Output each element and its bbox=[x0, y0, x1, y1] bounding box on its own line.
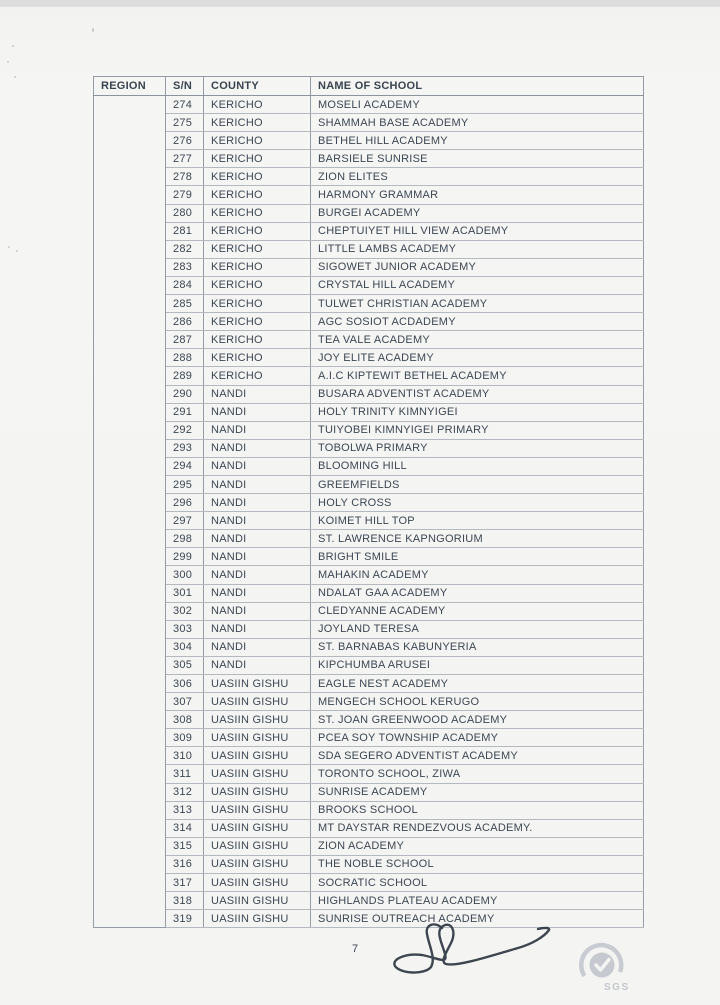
county-cell: UASIIN GISHU bbox=[204, 783, 311, 801]
table-row bbox=[94, 494, 644, 512]
scan-artifact bbox=[12, 45, 14, 47]
school-name-cell: GREEMFIELDS bbox=[311, 475, 644, 493]
table-row bbox=[94, 693, 644, 711]
school-name-cell: BURGEI ACADEMY bbox=[311, 204, 644, 222]
school-name-cell: SDA SEGERO ADVENTIST ACADEMY bbox=[311, 747, 644, 765]
table-row bbox=[94, 258, 644, 276]
county-cell: KERICHO bbox=[204, 349, 311, 367]
county-cell: NANDI bbox=[204, 457, 311, 475]
table-row bbox=[94, 765, 644, 783]
sn-cell: 292 bbox=[166, 421, 204, 439]
county-cell: NANDI bbox=[204, 566, 311, 584]
county-cell: NANDI bbox=[204, 656, 311, 674]
county-cell: UASIIN GISHU bbox=[204, 837, 311, 855]
scan-edge-band bbox=[0, 0, 720, 7]
sn-cell: 307 bbox=[166, 693, 204, 711]
sn-cell: 314 bbox=[166, 819, 204, 837]
sn-cell: 282 bbox=[166, 240, 204, 258]
sgs-certification-seal bbox=[576, 940, 646, 1000]
county-cell: UASIIN GISHU bbox=[204, 855, 311, 873]
school-name-cell: PCEA SOY TOWNSHIP ACADEMY bbox=[311, 729, 644, 747]
table-row bbox=[94, 512, 644, 530]
sn-cell: 289 bbox=[166, 367, 204, 385]
sn-cell: 295 bbox=[166, 475, 204, 493]
scan-artifact bbox=[14, 76, 16, 78]
school-name-cell: MAHAKIN ACADEMY bbox=[311, 566, 644, 584]
school-name-cell: BROOKS SCHOOL bbox=[311, 801, 644, 819]
county-cell: NANDI bbox=[204, 494, 311, 512]
county-cell: KERICHO bbox=[204, 96, 311, 114]
school-name-cell: ST. LAWRENCE KAPNGORIUM bbox=[311, 530, 644, 548]
county-cell: KERICHO bbox=[204, 295, 311, 313]
county-cell: UASIIN GISHU bbox=[204, 874, 311, 892]
school-name-cell: ST. JOAN GREENWOOD ACADEMY bbox=[311, 711, 644, 729]
school-name-cell: ZION ACADEMY bbox=[311, 837, 644, 855]
school-name-cell: TULWET CHRISTIAN ACADEMY bbox=[311, 295, 644, 313]
county-cell: KERICHO bbox=[204, 186, 311, 204]
sn-cell: 296 bbox=[166, 494, 204, 512]
school-name-cell: HARMONY GRAMMAR bbox=[311, 186, 644, 204]
county-cell: UASIIN GISHU bbox=[204, 711, 311, 729]
county-cell: UASIIN GISHU bbox=[204, 729, 311, 747]
county-cell: NANDI bbox=[204, 475, 311, 493]
header-county: COUNTY bbox=[204, 77, 311, 96]
table-row bbox=[94, 132, 644, 150]
sn-cell: 300 bbox=[166, 566, 204, 584]
school-name-cell: SOCRATIC SCHOOL bbox=[311, 874, 644, 892]
county-cell: KERICHO bbox=[204, 168, 311, 186]
table-row bbox=[94, 729, 644, 747]
sgs-seal-label: SGS bbox=[604, 982, 630, 993]
sn-cell: 281 bbox=[166, 222, 204, 240]
county-cell: NANDI bbox=[204, 385, 311, 403]
table-row bbox=[94, 783, 644, 801]
school-name-cell: KOIMET HILL TOP bbox=[311, 512, 644, 530]
school-name-cell: THE NOBLE SCHOOL bbox=[311, 855, 644, 873]
school-name-cell: TORONTO SCHOOL, ZIWA bbox=[311, 765, 644, 783]
county-cell: UASIIN GISHU bbox=[204, 747, 311, 765]
table-row bbox=[94, 313, 644, 331]
sn-cell: 316 bbox=[166, 855, 204, 873]
school-name-cell: ST. BARNABAS KABUNYERIA bbox=[311, 638, 644, 656]
sn-cell: 299 bbox=[166, 548, 204, 566]
table-row bbox=[94, 530, 644, 548]
sn-cell: 287 bbox=[166, 331, 204, 349]
table-row bbox=[94, 874, 644, 892]
county-cell: UASIIN GISHU bbox=[204, 910, 311, 928]
sn-cell: 286 bbox=[166, 313, 204, 331]
sn-cell: 302 bbox=[166, 602, 204, 620]
school-name-cell: MOSELI ACADEMY bbox=[311, 96, 644, 114]
table-row bbox=[94, 204, 644, 222]
table-row bbox=[94, 837, 644, 855]
table-row bbox=[94, 150, 644, 168]
sn-cell: 275 bbox=[166, 114, 204, 132]
sn-cell: 285 bbox=[166, 295, 204, 313]
table-row bbox=[94, 855, 644, 873]
county-cell: UASIIN GISHU bbox=[204, 693, 311, 711]
table-row bbox=[94, 96, 644, 114]
county-cell: KERICHO bbox=[204, 367, 311, 385]
county-cell: NANDI bbox=[204, 512, 311, 530]
sn-cell: 309 bbox=[166, 729, 204, 747]
table-row bbox=[94, 421, 644, 439]
county-cell: UASIIN GISHU bbox=[204, 675, 311, 693]
school-name-cell: CHEPTUIYET HILL VIEW ACADEMY bbox=[311, 222, 644, 240]
school-name-cell: KIPCHUMBA ARUSEI bbox=[311, 656, 644, 674]
school-name-cell: BETHEL HILL ACADEMY bbox=[311, 132, 644, 150]
school-name-cell: BUSARA ADVENTIST ACADEMY bbox=[311, 385, 644, 403]
table-row bbox=[94, 602, 644, 620]
school-name-cell: SUNRISE ACADEMY bbox=[311, 783, 644, 801]
sn-cell: 319 bbox=[166, 910, 204, 928]
sn-cell: 278 bbox=[166, 168, 204, 186]
school-name-cell: BLOOMING HILL bbox=[311, 457, 644, 475]
sn-cell: 303 bbox=[166, 620, 204, 638]
county-cell: KERICHO bbox=[204, 258, 311, 276]
sn-cell: 312 bbox=[166, 783, 204, 801]
table-row bbox=[94, 168, 644, 186]
scan-artifact bbox=[16, 250, 18, 252]
sn-cell: 315 bbox=[166, 837, 204, 855]
table-row bbox=[94, 439, 644, 457]
table-row bbox=[94, 385, 644, 403]
county-cell: NANDI bbox=[204, 530, 311, 548]
sn-cell: 279 bbox=[166, 186, 204, 204]
table-row bbox=[94, 295, 644, 313]
scan-artifact bbox=[92, 28, 94, 32]
header-region: REGION bbox=[94, 77, 166, 96]
header-name-of-school: NAME OF SCHOOL bbox=[311, 77, 644, 96]
table-row bbox=[94, 331, 644, 349]
county-cell: UASIIN GISHU bbox=[204, 819, 311, 837]
sn-cell: 290 bbox=[166, 385, 204, 403]
table-row bbox=[94, 276, 644, 294]
sn-cell: 291 bbox=[166, 403, 204, 421]
sn-cell: 317 bbox=[166, 874, 204, 892]
county-cell: KERICHO bbox=[204, 114, 311, 132]
school-name-cell: BARSIELE SUNRISE bbox=[311, 150, 644, 168]
signature bbox=[386, 920, 554, 978]
table-row bbox=[94, 566, 644, 584]
county-cell: KERICHO bbox=[204, 313, 311, 331]
school-name-cell: EAGLE NEST ACADEMY bbox=[311, 675, 644, 693]
school-name-cell: JOYLAND TERESA bbox=[311, 620, 644, 638]
sn-cell: 311 bbox=[166, 765, 204, 783]
school-name-cell: TUIYOBEI KIMNYIGEI PRIMARY bbox=[311, 421, 644, 439]
county-cell: KERICHO bbox=[204, 331, 311, 349]
sn-cell: 283 bbox=[166, 258, 204, 276]
school-name-cell: CLEDYANNE ACADEMY bbox=[311, 602, 644, 620]
table-row bbox=[94, 711, 644, 729]
sn-cell: 274 bbox=[166, 96, 204, 114]
table-row bbox=[94, 222, 644, 240]
sn-cell: 293 bbox=[166, 439, 204, 457]
school-name-cell: MENGECH SCHOOL KERUGO bbox=[311, 693, 644, 711]
school-name-cell: HIGHLANDS PLATEAU ACADEMY bbox=[311, 892, 644, 910]
sn-cell: 276 bbox=[166, 132, 204, 150]
school-name-cell: HOLY CROSS bbox=[311, 494, 644, 512]
school-name-cell: A.I.C KIPTEWIT BETHEL ACADEMY bbox=[311, 367, 644, 385]
table-row bbox=[94, 403, 644, 421]
table-row bbox=[94, 367, 644, 385]
table-row bbox=[94, 747, 644, 765]
sn-cell: 318 bbox=[166, 892, 204, 910]
sn-cell: 306 bbox=[166, 675, 204, 693]
county-cell: NANDI bbox=[204, 602, 311, 620]
region-cell bbox=[94, 96, 166, 928]
table-row bbox=[94, 910, 644, 928]
school-name-cell: CRYSTAL HILL ACADEMY bbox=[311, 276, 644, 294]
county-cell: NANDI bbox=[204, 584, 311, 602]
school-name-cell: SUNRISE OUTREACH ACADEMY bbox=[311, 910, 644, 928]
scan-artifact bbox=[7, 61, 9, 63]
sn-cell: 310 bbox=[166, 747, 204, 765]
county-cell: NANDI bbox=[204, 421, 311, 439]
school-name-cell: ZION ELITES bbox=[311, 168, 644, 186]
county-cell: KERICHO bbox=[204, 204, 311, 222]
sn-cell: 305 bbox=[166, 656, 204, 674]
table-row bbox=[94, 675, 644, 693]
table-row bbox=[94, 186, 644, 204]
table-row bbox=[94, 240, 644, 258]
sn-cell: 298 bbox=[166, 530, 204, 548]
county-cell: KERICHO bbox=[204, 222, 311, 240]
school-name-cell: TOBOLWA PRIMARY bbox=[311, 439, 644, 457]
sn-cell: 313 bbox=[166, 801, 204, 819]
county-cell: KERICHO bbox=[204, 132, 311, 150]
sn-cell: 277 bbox=[166, 150, 204, 168]
page-number: 7 bbox=[352, 943, 359, 955]
county-cell: KERICHO bbox=[204, 276, 311, 294]
table-row bbox=[94, 638, 644, 656]
table-row bbox=[94, 656, 644, 674]
header-sn: S/N bbox=[166, 77, 204, 96]
table-row bbox=[94, 620, 644, 638]
county-cell: NANDI bbox=[204, 638, 311, 656]
sn-cell: 304 bbox=[166, 638, 204, 656]
county-cell: UASIIN GISHU bbox=[204, 765, 311, 783]
school-name-cell: JOY ELITE ACADEMY bbox=[311, 349, 644, 367]
table-row bbox=[94, 114, 644, 132]
table-row bbox=[94, 892, 644, 910]
county-cell: NANDI bbox=[204, 548, 311, 566]
schools-table bbox=[93, 76, 644, 928]
table-row bbox=[94, 349, 644, 367]
sn-cell: 294 bbox=[166, 457, 204, 475]
sn-cell: 301 bbox=[166, 584, 204, 602]
county-cell: NANDI bbox=[204, 620, 311, 638]
school-name-cell: TEA VALE ACADEMY bbox=[311, 331, 644, 349]
county-cell: NANDI bbox=[204, 439, 311, 457]
county-cell: KERICHO bbox=[204, 150, 311, 168]
table-row bbox=[94, 801, 644, 819]
school-name-cell: HOLY TRINITY KIMNYIGEI bbox=[311, 403, 644, 421]
table-row bbox=[94, 548, 644, 566]
table-row bbox=[94, 457, 644, 475]
table-row bbox=[94, 475, 644, 493]
county-cell: UASIIN GISHU bbox=[204, 801, 311, 819]
county-cell: UASIIN GISHU bbox=[204, 892, 311, 910]
school-name-cell: BRIGHT SMILE bbox=[311, 548, 644, 566]
sn-cell: 288 bbox=[166, 349, 204, 367]
county-cell: NANDI bbox=[204, 403, 311, 421]
school-name-cell: AGC SOSIOT ACDADEMY bbox=[311, 313, 644, 331]
sn-cell: 284 bbox=[166, 276, 204, 294]
school-name-cell: SIGOWET JUNIOR ACADEMY bbox=[311, 258, 644, 276]
school-name-cell: SHAMMAH BASE ACADEMY bbox=[311, 114, 644, 132]
sn-cell: 280 bbox=[166, 204, 204, 222]
school-name-cell: MT DAYSTAR RENDEZVOUS ACADEMY. bbox=[311, 819, 644, 837]
scan-artifact bbox=[8, 246, 10, 248]
school-name-cell: LITTLE LAMBS ACADEMY bbox=[311, 240, 644, 258]
sn-cell: 308 bbox=[166, 711, 204, 729]
table-row bbox=[94, 819, 644, 837]
table-header-row bbox=[94, 77, 644, 96]
school-name-cell: NDALAT GAA ACADEMY bbox=[311, 584, 644, 602]
county-cell: KERICHO bbox=[204, 240, 311, 258]
sn-cell: 297 bbox=[166, 512, 204, 530]
table-row bbox=[94, 584, 644, 602]
